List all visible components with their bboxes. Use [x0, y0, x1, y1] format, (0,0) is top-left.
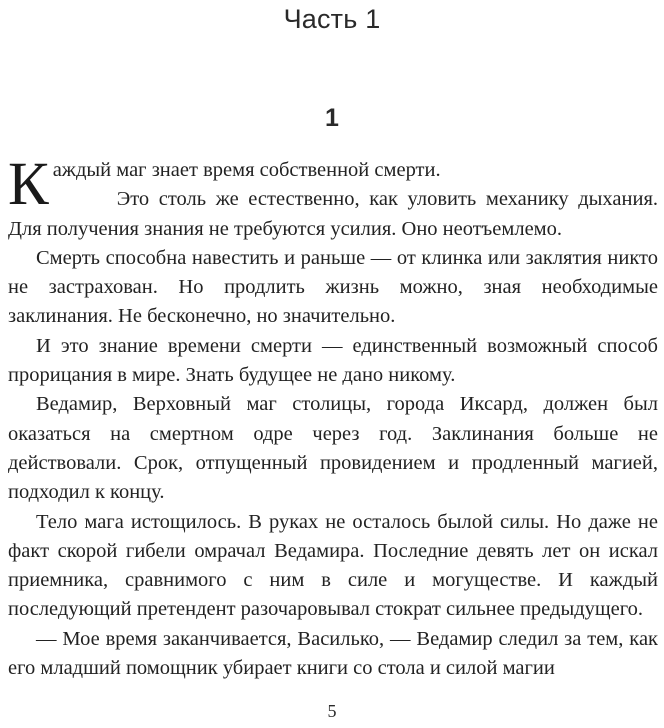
first-paragraph-rest: Это столь же естественно, как уловить механику дыхания. Для получения знания не требуются усилия. Оно неотъемлемо.	[8, 188, 658, 240]
page-number: 5	[327, 701, 337, 721]
chapter-number: 1	[325, 104, 339, 132]
paragraph-2: Смерть способна навестить и раньше — от клинка или заклятия никто не застрахован. Но продлить жизнь можно, зная необходимые заклинания. Не бесконечно, но значительно.	[8, 246, 658, 328]
paragraph-6: — Мое время заканчивается, Василько, — Ведамир следил за тем, как его младший помощник убирает книги со стола и силой магии	[8, 627, 658, 680]
paragraph-1	[8, 151, 658, 244]
paragraph-4: Ведамир, Верховный маг столицы, города Иксард, должен был оказаться на смертном одре через год. Заклинания больше не действовали. Срок, отпущенный провидением и продленный магией, подходил к концу.	[8, 393, 658, 504]
part-title: Часть 1	[283, 4, 381, 34]
paragraph-3: И это знание времени смерти — единственный возможный способ прорицания в мире. Знать будущее не дано никому.	[8, 334, 658, 387]
body-text	[8, 151, 658, 683]
paragraph-5: Тело мага истощилось. В руках не осталось былой силы. Но даже не факт скорой гибели омрачал Ведамира. Последние девять лет он искал приемника, сравнимого с ним в силе и могуществе. И каждый последующий претендент разочаровывал стократ сильнее предыдущего.	[8, 510, 658, 621]
first-line: аждый маг знает время собственной смерти.	[52, 159, 441, 181]
drop-cap: К	[8, 151, 49, 218]
